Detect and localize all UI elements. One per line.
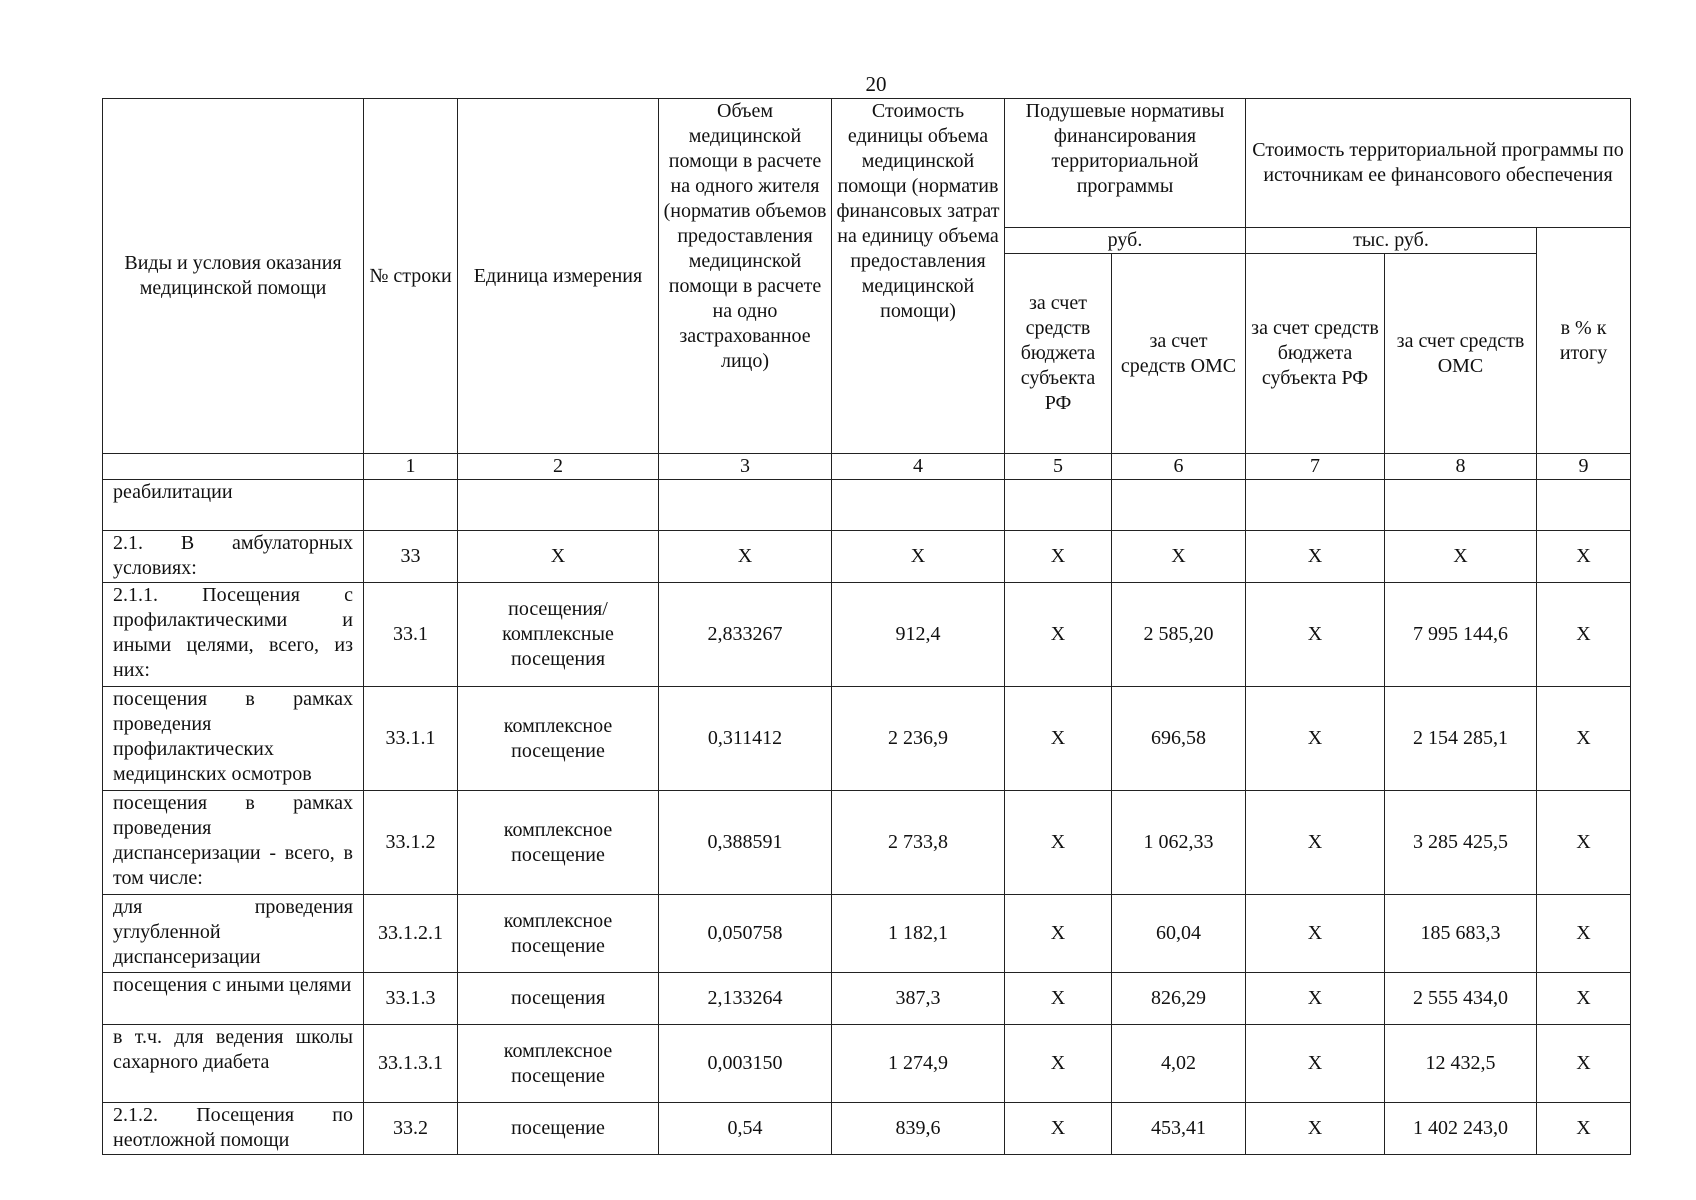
- table-cell: 912,4: [832, 583, 1005, 687]
- table-cell: 33.1.2.1: [364, 895, 458, 973]
- header-row-no: № строки: [364, 99, 458, 454]
- table-cell: Х: [1537, 531, 1631, 583]
- table-cell: 33: [364, 531, 458, 583]
- col-number: 2: [458, 454, 659, 480]
- table-row: [103, 531, 1631, 583]
- table-cell: 0,003150: [659, 1025, 832, 1103]
- table-cell: 60,04: [1112, 895, 1246, 973]
- table-row: [103, 895, 1631, 973]
- table-cell: 7 995 144,6: [1385, 583, 1537, 687]
- header-cost: Стоимость единицы объема медицинской помощи (норматив финансовых затрат на единицу объема предоставления медицинской помощи): [832, 99, 1005, 454]
- table-cell: Х: [1246, 1103, 1385, 1155]
- table-cell: комплексное посещение: [458, 687, 659, 791]
- table-cell: 2 154 285,1: [1385, 687, 1537, 791]
- table-cell: 2,133264: [659, 973, 832, 1025]
- table-cell: 2 236,9: [832, 687, 1005, 791]
- table-cell: 2 555 434,0: [1385, 973, 1537, 1025]
- table-cell: 1 062,33: [1112, 791, 1246, 895]
- table-cell: 826,29: [1112, 973, 1246, 1025]
- table-cell: Х: [659, 531, 832, 583]
- col-number: 6: [1112, 454, 1246, 480]
- col-number: 9: [1537, 454, 1631, 480]
- table-cell: посещения: [458, 973, 659, 1025]
- financing-table: [102, 98, 1631, 1155]
- table-cell: 2 585,20: [1112, 583, 1246, 687]
- col-number: 4: [832, 454, 1005, 480]
- column-numbers-row: [103, 454, 1631, 480]
- table-cell: Х: [1537, 1103, 1631, 1155]
- table-cell: 12 432,5: [1385, 1025, 1537, 1103]
- table-cell: [1537, 480, 1631, 531]
- table-cell: [458, 480, 659, 531]
- table-cell: 839,6: [832, 1103, 1005, 1155]
- table-cell: Х: [1537, 973, 1631, 1025]
- table-cell: Х: [1246, 791, 1385, 895]
- col-number: [103, 454, 364, 480]
- table-cell: Х: [1005, 687, 1112, 791]
- table-row: [103, 1103, 1631, 1155]
- header-percent: в % к итогу: [1537, 228, 1631, 454]
- table-cell: 0,388591: [659, 791, 832, 895]
- row-label: 2.1. В амбулаторных условиях:: [103, 531, 364, 583]
- row-label: посещения с иными целями: [103, 973, 364, 1025]
- table-cell: 0,311412: [659, 687, 832, 791]
- header-volume: Объем медицинской помощи в расчете на одного жителя (норматив объемов предоставления медицинской помощи в расчете на одно застрахованное лицо): [659, 99, 832, 454]
- table-cell: 33.1.2: [364, 791, 458, 895]
- table-row: [103, 791, 1631, 895]
- page-number: 20: [865, 72, 887, 96]
- table-cell: 33.1: [364, 583, 458, 687]
- table-cell: посещения/ комплексные посещения: [458, 583, 659, 687]
- header-oms-8: за счет средств ОМС: [1385, 254, 1537, 454]
- table-cell: комплексное посещение: [458, 895, 659, 973]
- table-cell: [832, 480, 1005, 531]
- table-cell: [1385, 480, 1537, 531]
- header-budget-7: за счет средств бюджета субъекта РФ: [1246, 254, 1385, 454]
- table-row: [103, 480, 1631, 531]
- table-cell: 0,050758: [659, 895, 832, 973]
- table-cell: 0,54: [659, 1103, 832, 1155]
- table-cell: комплексное посещение: [458, 1025, 659, 1103]
- header-per-capita: Подушевые нормативы финансирования территориальной программы: [1005, 99, 1246, 228]
- header-unit: Единица измерения: [458, 99, 659, 454]
- table-row: [103, 973, 1631, 1025]
- table-row: [103, 583, 1631, 687]
- row-label: в т.ч. для ведения школы сахарного диабета: [103, 1025, 364, 1103]
- col-number: 3: [659, 454, 832, 480]
- table-cell: [1005, 480, 1112, 531]
- table-row: [103, 687, 1631, 791]
- table-cell: Х: [1537, 687, 1631, 791]
- header-budget-5: за счет средств бюджета субъекта РФ: [1005, 254, 1112, 454]
- table-cell: Х: [458, 531, 659, 583]
- col-number: 8: [1385, 454, 1537, 480]
- table-cell: Х: [1005, 791, 1112, 895]
- table-cell: 33.1.3.1: [364, 1025, 458, 1103]
- table-cell: Х: [1112, 531, 1246, 583]
- header-kind: Виды и условия оказания медицинской помощи: [103, 99, 364, 454]
- col-number: 7: [1246, 454, 1385, 480]
- table-cell: 4,02: [1112, 1025, 1246, 1103]
- table-cell: 1 182,1: [832, 895, 1005, 973]
- table-row: [103, 1025, 1631, 1103]
- col-number: 1: [364, 454, 458, 480]
- table-cell: 1 402 243,0: [1385, 1103, 1537, 1155]
- row-label: посещения в рамках проведения профилактических медицинских осмотров: [103, 687, 364, 791]
- table-cell: [1246, 480, 1385, 531]
- table-cell: 453,41: [1112, 1103, 1246, 1155]
- table-cell: 696,58: [1112, 687, 1246, 791]
- table-cell: 33.2: [364, 1103, 458, 1155]
- table-cell: 1 274,9: [832, 1025, 1005, 1103]
- table-cell: 2 733,8: [832, 791, 1005, 895]
- table-cell: Х: [1246, 583, 1385, 687]
- table-cell: Х: [1537, 895, 1631, 973]
- table-cell: посещение: [458, 1103, 659, 1155]
- table-cell: Х: [1246, 531, 1385, 583]
- table-cell: Х: [1246, 895, 1385, 973]
- table-cell: Х: [1246, 973, 1385, 1025]
- table-cell: 2,833267: [659, 583, 832, 687]
- table-cell: [364, 480, 458, 531]
- table-cell: 387,3: [832, 973, 1005, 1025]
- table-cell: Х: [1537, 583, 1631, 687]
- row-label: для проведения углубленной диспансеризации: [103, 895, 364, 973]
- table-cell: Х: [1005, 531, 1112, 583]
- col-number: 5: [1005, 454, 1112, 480]
- row-label: 2.1.1. Посещения с профилактическими и иными целями, всего, из них:: [103, 583, 364, 687]
- table-cell: [1112, 480, 1246, 531]
- table-cell: Х: [1005, 1103, 1112, 1155]
- table-cell: Х: [1537, 791, 1631, 895]
- table-cell: 3 285 425,5: [1385, 791, 1537, 895]
- header-program-cost: Стоимость территориальной программы по источникам ее финансового обеспечения: [1246, 99, 1631, 228]
- header-oms-6: за счет средств ОМС: [1112, 254, 1246, 454]
- table-cell: Х: [1537, 1025, 1631, 1103]
- table-cell: 33.1.1: [364, 687, 458, 791]
- table-cell: Х: [1005, 973, 1112, 1025]
- table-cell: Х: [832, 531, 1005, 583]
- row-label: реабилитации: [103, 480, 364, 531]
- table-cell: Х: [1005, 895, 1112, 973]
- row-label: посещения в рамках проведения диспансеризации - всего, в том числе:: [103, 791, 364, 895]
- table-cell: Х: [1005, 1025, 1112, 1103]
- table-cell: комплексное посещение: [458, 791, 659, 895]
- table-cell: 185 683,3: [1385, 895, 1537, 973]
- table-cell: Х: [1385, 531, 1537, 583]
- table-cell: Х: [1246, 1025, 1385, 1103]
- table-cell: Х: [1005, 583, 1112, 687]
- header-thous-rub: тыс. руб.: [1246, 228, 1537, 254]
- table-cell: Х: [1246, 687, 1385, 791]
- table-cell: [659, 480, 832, 531]
- table-cell: 33.1.3: [364, 973, 458, 1025]
- header-rub: руб.: [1005, 228, 1246, 254]
- row-label: 2.1.2. Посещения по неотложной помощи: [103, 1103, 364, 1155]
